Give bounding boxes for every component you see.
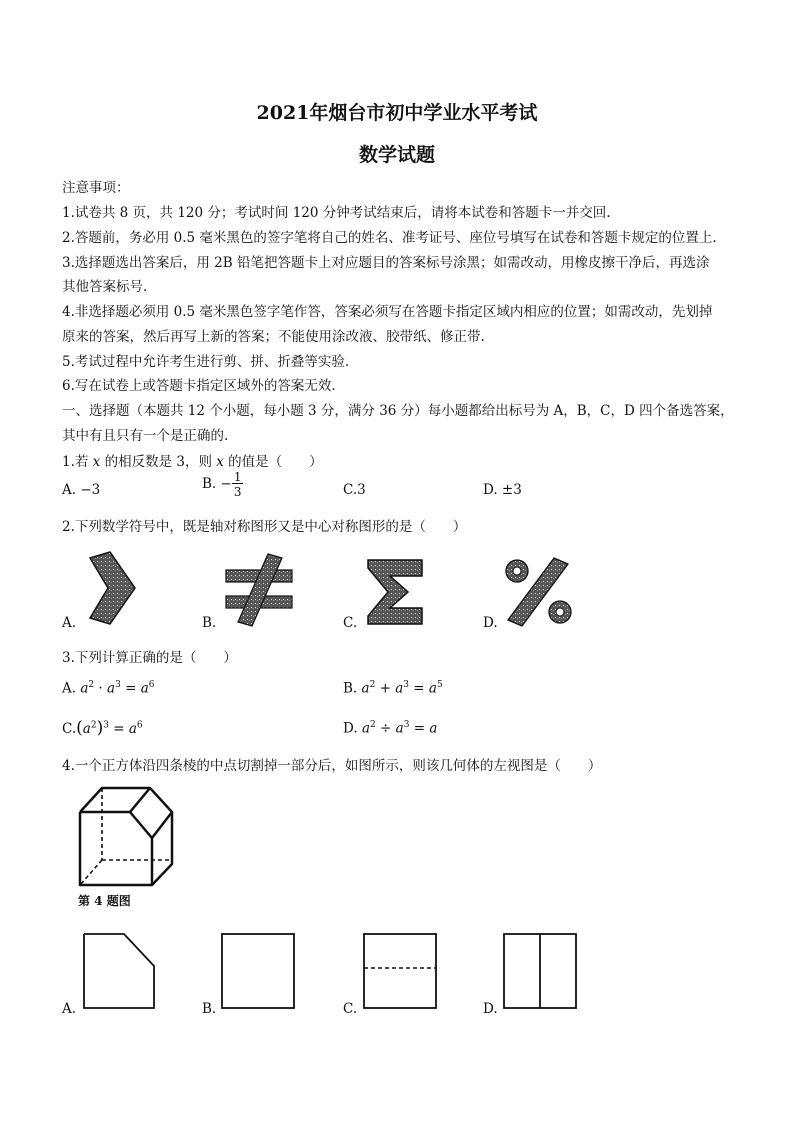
notice-item-4: 4.非选择题必须用 0.5 毫米黑色签字笔作答，答案必须写在答题卡指定区域内相应的位置；如需改动，先划掉 xyxy=(62,304,713,320)
q2-figure-c xyxy=(362,556,432,628)
q3-stem: 3.下列计算正确的是（ ） xyxy=(62,650,237,666)
notice-heading: 注意事项： xyxy=(62,180,130,196)
q2-label-b: B. xyxy=(202,615,217,631)
fraction: $\frac{1}{3}$ xyxy=(233,470,242,499)
q4-view-c xyxy=(362,932,438,1010)
section1-line2: 其中有且只有一个是正确的. xyxy=(62,428,229,444)
exam-subtitle: 数学试题 xyxy=(358,144,435,166)
notice-item-6: 6.写在试卷上或答题卡指定区域外的答案无效. xyxy=(62,378,336,394)
q4-label-b: B. xyxy=(202,1001,217,1017)
q2-label-d: D. xyxy=(483,615,498,631)
q1-option-a: A. −3 xyxy=(62,482,101,498)
exam-title: 2021年烟台市初中学业水平考试 xyxy=(256,102,538,124)
q3-option-c: $C.(a^2)^3 = a^6$ xyxy=(62,718,143,738)
q1-option-b: B. − $\frac{1}{3}$ xyxy=(202,470,242,499)
q3-option-b: B. $a^2 + a^3 = a^5$ xyxy=(343,680,443,697)
q4-label-c: C. xyxy=(343,1001,358,1017)
q1-option-d: D. ±3 xyxy=(483,482,522,498)
notice-item-3-cont: 其他答案标号. xyxy=(62,279,148,295)
q2-label-a: A. xyxy=(62,615,77,631)
notice-item-1: 1.试卷共 8 页，共 120 分；考试时间 120 分钟考试结束后，请将本试卷和答题卡一并交回. xyxy=(62,205,611,221)
section1-line1: 一、选择题（本题共 12 个小题，每小题 3 分，满分 36 分）每小题都给出标号为 A，B，C，D 四个备选答案， xyxy=(62,403,734,419)
q3-option-a: A. $a^2 \cdot a^3 = a^6$ xyxy=(62,680,155,697)
q1-stem: 1.若 x 的相反数是 3，则 x 的值是（ ） xyxy=(62,454,323,470)
q3-option-d: D. $a^2 \div a^3 = a$ xyxy=(343,720,438,737)
notice-item-2: 2.答题前，务必用 0.5 毫米黑色的签字笔将自己的姓名、准考证号、座位号填写在试卷和答题卡规定的位置上. xyxy=(62,230,717,246)
q2-label-c: C. xyxy=(343,615,358,631)
q2-figure-d xyxy=(502,556,577,628)
q4-view-d xyxy=(502,932,578,1010)
q4-solid-figure xyxy=(72,782,182,890)
q2-figure-a xyxy=(80,548,150,628)
q4-label-a: A. xyxy=(62,1001,77,1017)
notice-item-3: 3.选择题选出答案后，用 2B 铅笔把答题卡上对应题目的答案标号涂黑；如需改动，用橡皮擦干净后，再选涂 xyxy=(62,255,710,271)
q4-figure-caption: 第 4 题图 xyxy=(78,894,131,908)
notice-item-5: 5.考试过程中允许考生进行剪、拼、折叠等实验. xyxy=(62,354,350,370)
q4-view-b xyxy=(220,932,296,1010)
q1-option-c: C.3 xyxy=(343,482,366,498)
q4-label-d: D. xyxy=(483,1001,498,1017)
q2-stem: 2.下列数学符号中，既是轴对称图形又是中心对称图形的是（ ） xyxy=(62,519,467,535)
q4-stem: 4.一个正方体沿四条棱的中点切割掉一部分后，如图所示，则该几何体的左视图是（ ） xyxy=(62,758,602,774)
q2-figure-b xyxy=(222,550,297,630)
notice-item-4-cont: 原来的答案，然后再写上新的答案；不能使用涂改液、胶带纸、修正带. xyxy=(62,329,485,345)
q4-view-a xyxy=(82,932,158,1010)
